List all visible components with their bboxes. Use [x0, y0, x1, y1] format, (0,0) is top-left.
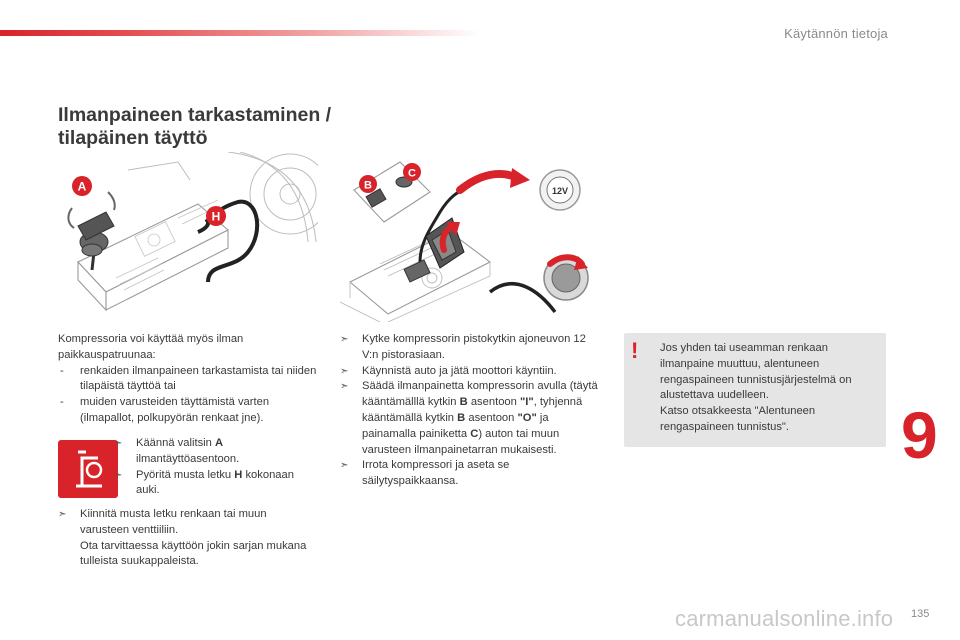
page-title-line-2: tilapäinen täyttö — [58, 127, 208, 149]
step-turn-selector-ref: A — [215, 437, 224, 449]
step-start-engine-text: Käynnistä auto ja jätä moottori käyntiin. — [362, 364, 557, 377]
intro-item-2: - muiden varusteiden täyttämistä varten (ilmapallot, polkupyörän renkaat jne). — [58, 395, 318, 427]
illustration-compressor-hose — [58, 152, 318, 322]
socket-12v-label: 12V — [551, 186, 569, 196]
intro-paragraph — [58, 332, 318, 427]
step-adjust-ref-b1: B — [459, 396, 468, 409]
step-connect-hose-text: Kiinnitä musta letku renkaan tai muun varusteen venttiiliin. — [80, 508, 267, 536]
step-adjust-text-a: Säädä ilmanpainetta kompressorin avulla (täytä kääntämälllä kytkin — [362, 380, 598, 409]
step-adjust-text-g: asentoon — [465, 411, 518, 424]
step-adjust-ref-b2: B — [457, 411, 466, 424]
step-adjust-text-e: , tyhjennä kääntämällä kytkin — [362, 396, 583, 424]
step-adjust-ref-c: C — [470, 427, 479, 440]
header-section-title: Käytännön tietoja — [784, 26, 888, 41]
arrow-bullet-icon: ➣ — [340, 365, 349, 377]
warning-exclamation-icon: ! — [631, 338, 639, 363]
illustration-compressor-socket — [340, 152, 600, 322]
step-connect-hose — [58, 507, 318, 570]
warning-text-2: Katso otsakkeesta "Alentuneen rengaspaineen tunnistus". — [660, 405, 816, 433]
step-turn-selector-text-post: ilmantäyttöasentoon. — [136, 452, 240, 465]
arrow-bullet-icon: ➣ — [340, 381, 349, 393]
intro-item-1: - renkaiden ilmanpaineen tarkastamista tai niiden tilapäistä täyttöä tai — [58, 364, 318, 396]
steps-selector-hose — [114, 436, 318, 499]
callout-h-label: H — [211, 209, 221, 224]
page-number: 135 — [911, 608, 930, 620]
page-title-line-1: Ilmanpaineen tarkastaminen / — [58, 104, 332, 126]
step-adjust-pos-i: "I" — [519, 396, 534, 409]
step-adjust-text-k: ) auton tai muun varusteen ilmanpainetarran mukaisesti. — [362, 427, 560, 456]
step-unwind-hose-text-post: kokonaan auki. — [136, 468, 294, 497]
step-turn-selector-text-pre: Käännä valitsin — [136, 437, 215, 449]
arrow-bullet-icon: ➣ — [114, 469, 123, 481]
arrow-bullet-icon: ➣ — [340, 460, 349, 472]
step-adjust-text-c: asentoon — [467, 396, 520, 409]
arrow-bullet-icon: ➣ — [114, 438, 123, 449]
arrow-bullet-icon: ➣ — [58, 509, 67, 520]
warning-text — [660, 341, 882, 436]
step-adjust-pos-o: "O" — [517, 411, 537, 424]
step-unwind-hose-text-pre: Pyöritä musta letku — [136, 468, 235, 481]
step-disconnect-text: Irrota kompressori ja aseta se säilytyspaikkaansa. — [362, 459, 510, 488]
arrow-bullet-icon: ➣ — [340, 334, 349, 345]
step-plug-in — [340, 332, 605, 364]
header-accent-bar — [0, 30, 480, 36]
watermark: carmanualsonline.info — [675, 606, 894, 631]
step-turn-selector — [114, 436, 318, 468]
callout-a-label: A — [77, 179, 87, 194]
step-adjust-text-i: ja painamalla painiketta — [362, 411, 549, 440]
step-disconnect — [340, 458, 605, 490]
chapter-number: 9 — [901, 398, 938, 472]
step-unwind-hose-ref: H — [234, 468, 243, 481]
steps-connect-hose — [58, 507, 318, 570]
step-plug-in-text: Kytke kompressorin pistokytkin ajoneuvon 12 V:n pistorasiaan. — [362, 333, 586, 361]
warning-box — [624, 333, 886, 447]
page-title — [58, 104, 358, 150]
intro-text: Kompressoria voi käyttää myös ilman paikkauspatruunaa: — [58, 333, 244, 361]
callout-c-label: C — [408, 167, 416, 180]
intro-dash-list — [58, 364, 318, 427]
warning-text-1: Jos yhden tai useamman renkaan ilmanpaine muuttuu, alentuneen rengaspaineen tunnistusjärjestelmä on alustettava uudelleen. — [660, 342, 852, 402]
step-connect-hose-note: Ota tarvittaessa käyttöön jokin sarjan mukana tulleista suukappaleista. — [80, 539, 307, 568]
stopwatch-icon — [58, 440, 118, 498]
step-adjust-pressure — [340, 379, 605, 458]
callout-b-label: B — [364, 179, 372, 192]
steps-inflate — [340, 332, 605, 490]
step-start-engine — [340, 364, 605, 380]
step-unwind-hose — [114, 468, 318, 500]
